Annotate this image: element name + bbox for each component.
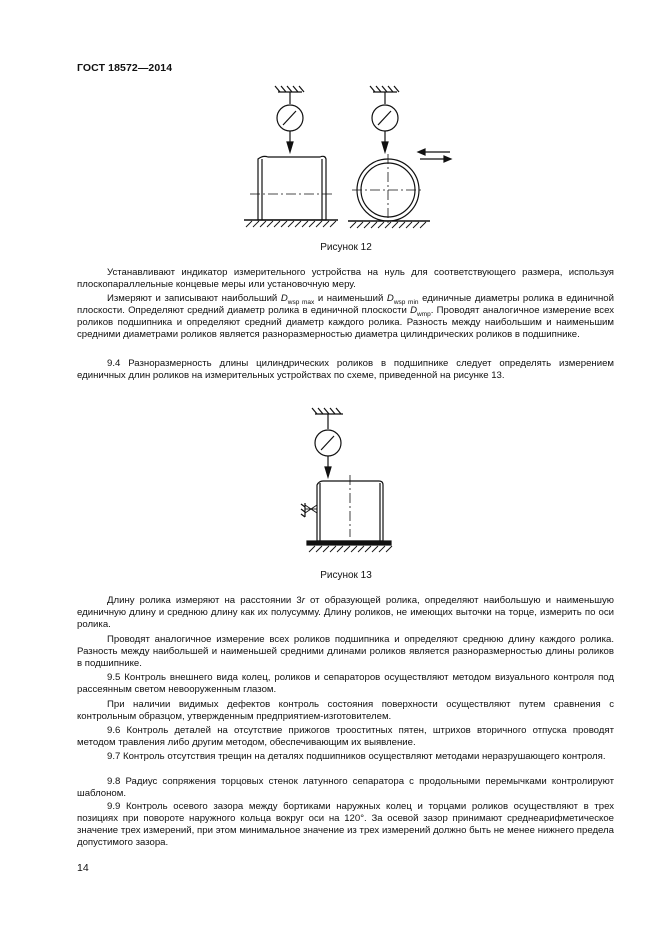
paragraph-9: 9.7 Контроль отсутствия трещин на деталях подшипников осуществляют методами неразрушающего контроля.	[107, 751, 606, 762]
paragraph-8: 9.6 Контроль деталей на отсутствие прижогов трооститных пятен, штрихов вторичного отпуска проводят методом травления либо другим методом, обеспечивающим их выявление.	[77, 725, 614, 748]
paragraph-10: 9.8 Радиус сопряжения торцовых стенок латунного сепаратора с продольными перемычками контролируют шаблоном.	[77, 776, 614, 799]
paragraph-7: При наличии видимых дефектов контроль состояния поверхности осуществляют путем сравнения с контрольным образцом, утвержденным предприятием-изготовителем.	[77, 699, 614, 722]
paragraph-6: 9.5 Контроль внешнего вида колец, роликов и сепараторов осуществляют методом визуального контроля под рассеянным светом невооруженным глазом.	[77, 672, 614, 695]
paragraph-5: Проводят аналогичное измерение всех роликов подшипника и определяют среднюю длину каждого ролика. Разность между наибольшей и наименьшей средними длинами роликов является разноразмерностью длины роликов в подшипнике.	[77, 634, 614, 669]
page-number: 14	[77, 862, 89, 874]
figure-12-caption: Рисунок 12	[320, 242, 372, 253]
figure-13-caption: Рисунок 13	[320, 570, 372, 581]
document-header: ГОСТ 18572—2014	[77, 62, 173, 74]
paragraph-1: Устанавливают индикатор измерительного устройства на нуль для соответствующего размера, используя плоскопараллельные концевые меры или установочную меру.	[77, 267, 614, 290]
paragraph-2: Измеряют и записывают наибольший $D_{wsp max}$ и наименьший $D_{wsp min}$ единичные диаметры ролика в единичной плоскости. Определяют средний диаметр ролика в единичной плоскости $D_{wmp}$. Проводят аналогичное измерение всех роликов подшипника и определяют средний диаметр каждого ролика. Разность между наибольшим и наименьшим средними диаметрами роликов является разноразмерностью диаметра цилиндрических роликов в подшипнике.	[77, 293, 615, 340]
figure-12-diagram	[230, 80, 460, 235]
paragraph-4: Длину ролика измеряют на расстоянии 3r от образующей ролика, определяют наибольшую и наименьшую единичную длину и среднюю длину как их полусумму. Длину роликов, не имеющих выточки на торце, измерить по оси ролика.	[77, 595, 614, 630]
figure-13-diagram	[295, 403, 405, 558]
paragraph-3: 9.4 Разноразмерность длины цилиндрических роликов в подшипнике следует определять измерением единичных длин роликов на измерительных устройствах по схеме, приведенной на рисунке 13.	[77, 358, 614, 381]
paragraph-11: 9.9 Контроль осевого зазора между бортиками наружных колец и торцами роликов осуществляют в трех позициях при повороте наружного кольца вокруг оси на 120°. За осевой зазор принимают среднеарифметическое значение трех измерений, при этом минимальное значение из трех измерений должно быть не менее нижнего предела допустимого зазора.	[77, 801, 614, 848]
